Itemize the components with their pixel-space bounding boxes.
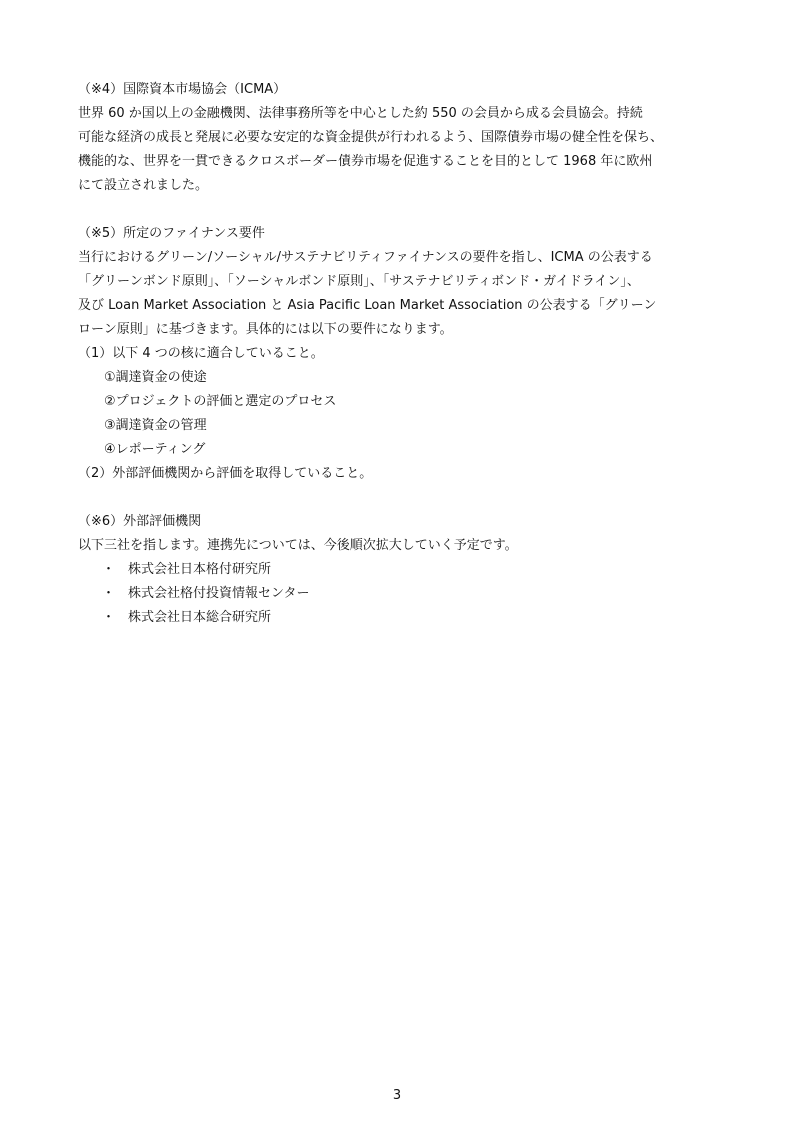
core-item-2: ②プロジェクトの評価と選定のプロセス bbox=[104, 394, 337, 409]
icma-line-3: 機能的な、世界を一貫できるクロスボーダー債券市場を促進することを目的として 1968 年に欧州 bbox=[78, 154, 653, 169]
requirements-line-4: ローン原則」に基づきます。具体的には以下の要件になります。 bbox=[78, 322, 453, 337]
requirement-item-2: （2）外部評価機関から評価を取得していること。 bbox=[78, 466, 373, 481]
icma-line-4: にて設立されました。 bbox=[78, 178, 209, 193]
requirements-line-1: 当行におけるグリーン/ソーシャル/サステナビリティファイナンスの要件を指し、ICMA の公表する bbox=[78, 250, 653, 265]
evaluator-name: 株式会社格付投資情報センター bbox=[128, 586, 310, 601]
evaluator-list-item bbox=[78, 582, 723, 606]
evaluator-list-item bbox=[78, 606, 723, 630]
core-item-3: ③調達資金の管理 bbox=[104, 418, 207, 433]
section-spacer bbox=[78, 486, 723, 510]
bullet-icon: ・ bbox=[102, 562, 116, 577]
requirements-heading: （※5）所定のファイナンス要件 bbox=[78, 226, 265, 241]
core-item-1: ①調達資金の使途 bbox=[104, 370, 207, 385]
icma-heading: （※4）国際資本市場協会（ICMA） bbox=[78, 82, 287, 97]
page-number: 3 bbox=[392, 1088, 402, 1103]
evaluators-intro: 以下三社を指します。連携先については、今後順次拡大していく予定です。 bbox=[78, 538, 518, 553]
evaluators-heading: （※6）外部評価機関 bbox=[78, 514, 202, 529]
evaluator-name: 株式会社日本格付研究所 bbox=[128, 562, 272, 577]
icma-line-1: 世界 60 か国以上の金融機関、法律事務所等を中心とした約 550 の会員から成る会員協会。持続 bbox=[78, 106, 643, 121]
evaluator-name: 株式会社日本総合研究所 bbox=[128, 610, 272, 625]
core-item-4: ④レポーティング bbox=[104, 442, 206, 457]
evaluator-list-item bbox=[78, 558, 723, 582]
requirements-line-3: 及び Loan Market Association と Asia Pacific Loan Market Association の公表する「グリーン bbox=[78, 298, 657, 313]
requirements-line-2: 「グリーンボンド原則」、「ソーシャルボンド原則」、「サステナビリティボンド・ガイドライン」、 bbox=[78, 274, 640, 289]
page-body bbox=[78, 78, 723, 630]
requirement-item-1: （1）以下 4 つの核に適合していること。 bbox=[78, 346, 324, 361]
bullet-icon: ・ bbox=[102, 610, 116, 625]
section-spacer bbox=[78, 198, 723, 222]
bullet-icon: ・ bbox=[102, 586, 116, 601]
icma-line-2: 可能な経済の成長と発展に必要な安定的な資金提供が行われるよう、国際債券市場の健全性を保ち、 bbox=[78, 130, 664, 145]
